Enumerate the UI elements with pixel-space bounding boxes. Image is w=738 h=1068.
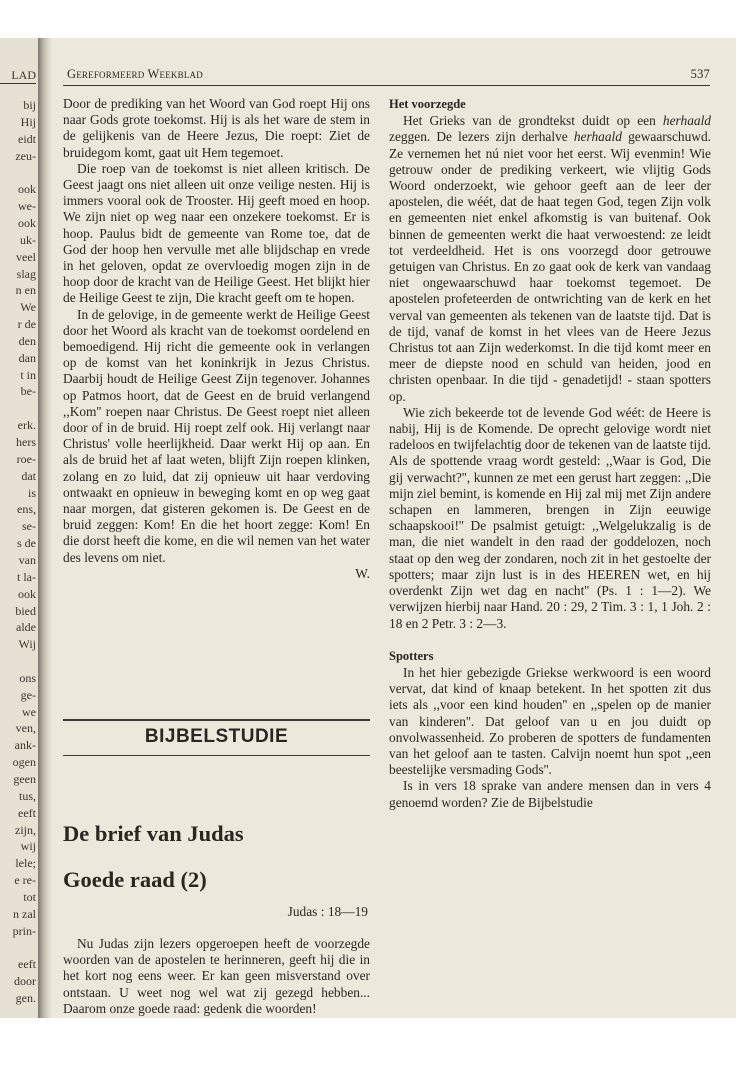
publication-title: Gereformeerd Weekblad [67, 67, 203, 81]
prev-page-line-fragment: we [22, 704, 36, 719]
prev-page-line-fragment: eeft [18, 957, 36, 972]
prev-page-line-fragment: ook [18, 215, 36, 230]
prev-page-line-fragment: veel [16, 249, 36, 264]
prev-page-line-fragment: ank- [14, 738, 36, 753]
prev-page-line-fragment: e re- [14, 873, 36, 888]
left-paragraph: Die roep van de toekomst is niet alleen kritisch. De Geest jaagt ons niet alleen uit onze veilige nesten. Hij is immers vooral ook de Trooster. Hij geeft moed en hoop. We zijn niet op weg naar een onzekere toekomst. Er is hoop. Paulus bidt de gemeente van Rome toe, dat de God der hoop hen vervulle met alle blijdschap en vrede in het geloven, opdat ze overvloedig mogen zijn in de hoop door de kracht van de Heilige Geest. Het blijkt hier de Heilige Geest te zijn, Die kracht geeft om te hopen. [63, 160, 370, 306]
prev-page-line-fragment: s de [17, 536, 36, 551]
prev-page-line-fragment: van [18, 552, 36, 567]
prev-page-line-fragment: r de [17, 317, 36, 332]
prev-page-line-fragment: ook [18, 182, 36, 197]
article-intro-column [63, 936, 370, 1017]
right-paragraph: In het hier gebezigde Griekse werkwoord is een woord vervat, dat kind of knaap betekent. In het spotten zit dus iets als ,,voor een kind houden'' en ,,spelen op de manier van kinderen''. Dat geloof van u en jou duidt op onvolwassenheid. Zo proberen de spotters de fundamenten van het geloof aan te tasten. Calvijn noemt hun spot ,,een beestelijke versmading Gods''. [389, 664, 711, 778]
spacer [389, 632, 711, 648]
prev-page-line-fragment: t la- [17, 569, 36, 584]
right-paragraph: Wie zich bekeerde tot de levende God wéét: de Heere is nabij, Hij is de Komende. De oprecht gelovige wordt niet radeloos en twijfelachtig door de tekenen van de laatste tijd. Als de spottende vraag wordt gesteld: ,,Waar is God, Die gij verwacht?'', kunnen ze met een gerust hart zeggen: ,,Die mijn ziel bemint, is komende en Hij zal mij met Zijn andere schapen en lammeren, brengen in Zijn eeuwige schaapskooi!'' De psalmist getuigt: ,,Welgelukzalig is de man, die niet wandelt in den raad der goddelozen, noch staat op den weg der zondaren, noch zit in het gestoelte der spotters; maar zijn lust is in des HEEREN wet, en hij overdenkt Zijn wet dag en nacht'' (Ps. 1 : 1—2). We verwijzen hierbij naar Hand. 20 : 29, 2 Tim. 3 : 1, 1 Joh. 2 : 18 en 2 Petr. 3 : 2—3. [389, 404, 712, 631]
prev-page-line-fragment: bied [15, 603, 36, 618]
prev-page-line-fragment: eeft [18, 805, 36, 820]
prev-page-line-fragment: ven, [15, 721, 36, 736]
right-paragraph [389, 113, 711, 405]
left-paragraph: Door de prediking van het Woord van God roept Hij ons naar Gods grote toekomst. Hij is als het ware de stem in de gelijkenis van de Heere Jezus, Die roept: Ziet de bruidegom komt, gaat uit Hem tegemoet. [63, 96, 370, 160]
text-run: zeggen. De lezers zijn derhalve [389, 129, 574, 145]
subheading-voorzegde: Het voorzegde [389, 97, 466, 111]
prev-page-line-fragment: tus, [18, 788, 36, 803]
prev-page-line-fragment: n en [15, 283, 36, 298]
prev-page-line-fragment: be- [20, 384, 36, 399]
italic-text: herhaald [662, 113, 711, 129]
prev-page-line-fragment: prin- [12, 923, 36, 938]
prev-page-line-fragment: dan [18, 350, 36, 365]
prev-page-line-fragment: Hij [20, 114, 36, 129]
prev-page-line-fragment: slag [16, 266, 36, 281]
prev-page-line-fragment: eidt [18, 131, 36, 146]
left-paragraph: In de gelovige, in de gemeente werkt de Heilige Geest door het Woord als kracht van de toekomst oordelend en bemoedigend. Hij richt die gemeente ook in verlangen op de komst van het koninkrijk in Jezus Christus. Daarbij houdt de Heilige Geest Zijn tegenover. Johannes op Patmos hoort, dat de Geest en de bruid verlangend ,,Kom'' roepen naar Christus. De Geest roept niet alleen door of in de bruid. Hij roept zelf ook. Hij verlangt naar Christus' volle heerlijkheid. Daar werkt Hij op aan. En als de bruid het af laat weten, blijft Zijn roepen klinken, zolang en zo luid, dat zij opnieuw uit haar verdoving ontwaakt en opnieuw in beweging komt en op weg gaat naar morgen, dat gisteren gekomen is. De Geest en de bruid zeggen: Kom! En die het hoort zegge: Kom! En die dorst heeft die kome, en die wil nemen van het water des levens om niet. [63, 306, 370, 565]
left-column [63, 96, 370, 582]
prev-page-line-fragment: ons [19, 670, 36, 685]
prev-page-line-fragment: gen. [15, 991, 36, 1006]
prev-page-line-fragment: uk- [20, 232, 36, 247]
article-subtitle: Goede raad (2) [63, 867, 207, 892]
page-number: 537 [690, 67, 710, 81]
prev-page-line-fragment: door [14, 974, 36, 989]
prev-page-line-fragment: lele; [15, 856, 36, 871]
prev-page-line-fragment: zijn, [15, 822, 36, 837]
section-rule-bottom [63, 755, 370, 756]
header-rule [63, 85, 710, 86]
running-head [67, 67, 710, 85]
right-paragraph: Is in vers 18 sprake van andere mensen dan in vers 4 genoemd worden? Zie de Bijbelstudie [389, 778, 711, 810]
page-scan [0, 38, 736, 1018]
prev-page-line-fragment: dat [21, 468, 36, 483]
scripture-reference: Judas : 18—19 [287, 904, 368, 919]
prev-page-line-fragment: tot [23, 889, 36, 904]
section-label: BIJBELSTUDIE [144, 726, 289, 747]
text-run: gewaarschuwd. Ze vernemen het nú niet voor het eerst. Wij evenmin! Wie getrouw onder de prediking verkeert, wie vlijtig Gods Woord onderzoekt, wie gehoor geeft aan de leer der apostelen, die wéét, dat de haat tegen God, tegen Zijn volk en gemeenten niet enkel afkomstig is van buitenaf. Ook binnen de gemeenten werkt die haat verwoestend: ze leidt tot verdeeldheid. Het is ons voorzegd door getrouwe getuigen van Christus. En zo gaat ook de kerk van vandaag niet ongewaarschuwd haar toekomst tegemoet. De apostelen profeteerden de ontwrichting van de kerk en het verval van gemeenten als tekenen van de laatste tijd. Dat is de tijd, vanaf de komst in het vlees van de Heere Jezus Christus tot aan Zijn wederkomst. In die tijd komt meer en meer de diepste nood en schuld van heiden, jood en christen openbaar. In die tijd - genadetijd! - staan spotters op. [389, 129, 711, 404]
prev-page-line-fragment: roe- [16, 451, 36, 466]
prev-page-line-fragment: Wij [18, 637, 36, 652]
signature: W. [355, 565, 370, 581]
italic-text: herhaald [573, 129, 622, 145]
prev-page-line-fragment: ook [18, 586, 36, 601]
prev-page-line-fragment: ogen [12, 755, 36, 770]
prev-page-line-fragment: den [18, 333, 36, 348]
prev-page-line-fragment: erk. [17, 418, 36, 433]
prev-page-line-fragment: se- [22, 519, 36, 534]
prev-page-header-fragment: LAD [11, 68, 36, 82]
section-rule-top [63, 719, 370, 721]
prev-page-line-fragment: we- [18, 199, 36, 214]
prev-page-header-rule [0, 83, 36, 84]
previous-page-fragment [0, 38, 38, 1018]
prev-page-line-fragment: is [27, 485, 36, 500]
prev-page-line-fragment: We [20, 300, 36, 315]
prev-page-line-fragment: ens, [17, 502, 36, 517]
prev-page-line-fragment: ge- [20, 687, 36, 702]
right-column [389, 96, 711, 811]
prev-page-line-fragment: hers [16, 435, 36, 449]
text-run: Het Grieks van de grondtekst duidt op een [403, 113, 663, 129]
prev-page-line-fragment: wij [20, 839, 36, 854]
prev-page-line-fragment: bij [23, 98, 36, 112]
book-gutter-shadow [38, 38, 52, 1018]
bottom-margin [0, 1018, 738, 1068]
prev-page-line-fragment: t in [20, 367, 36, 382]
subheading-spotters: Spotters [389, 648, 434, 663]
article-title: De brief van Judas [63, 821, 244, 846]
prev-page-line-fragment: n zal [13, 906, 36, 921]
prev-page-line-fragment: zeu- [15, 148, 36, 163]
prev-page-line-fragment: alde [16, 620, 36, 635]
prev-page-line-fragment: geen [13, 772, 36, 786]
article-intro: Nu Judas zijn lezers opgeroepen heeft de voorzegde woorden van de apostelen te herinneren, geeft hij die in het kort nog eens weer. Er kan geen misverstand over ontstaan. U weet nog wel wat zij gezegd hebben... Daarom onze goede raad: gedenk die woorden! [63, 936, 370, 1016]
